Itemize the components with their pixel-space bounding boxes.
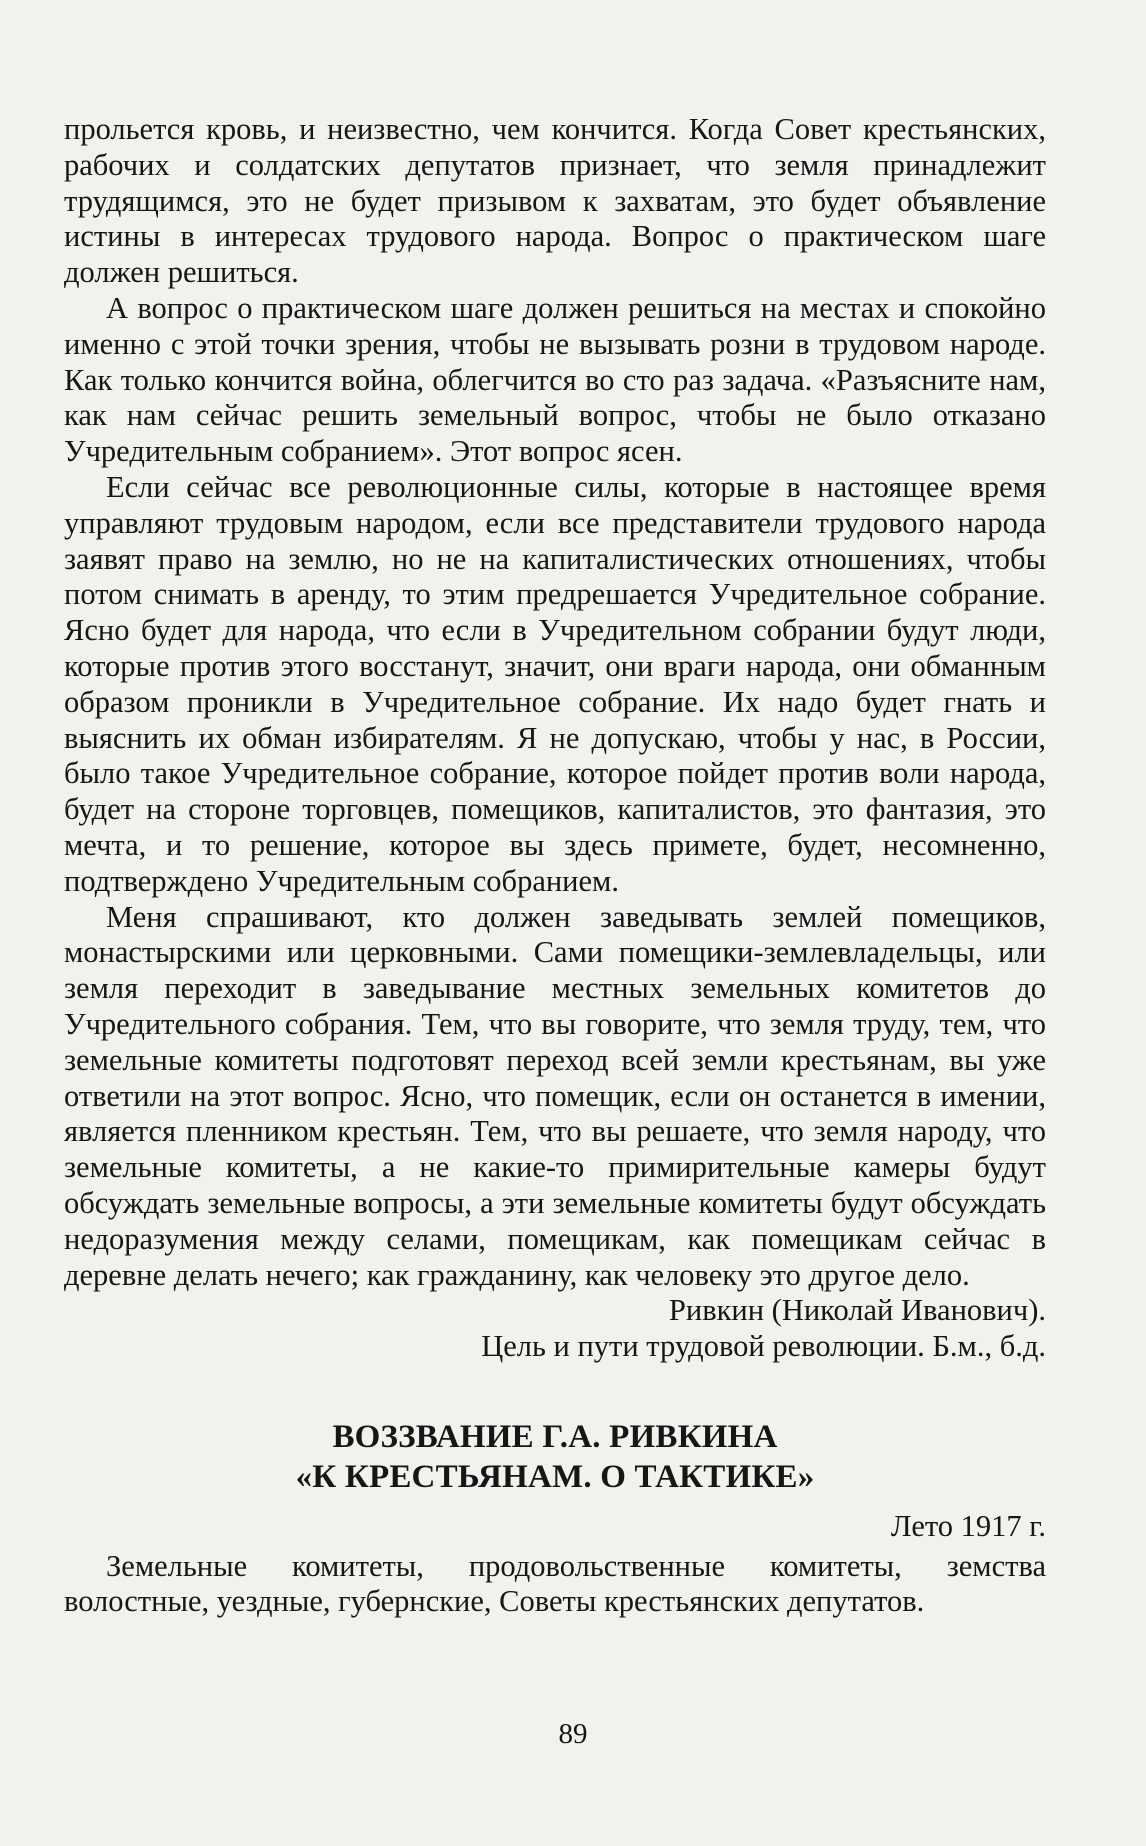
signature-author: Ривкин (Николай Иванович). bbox=[668, 1293, 1046, 1328]
paragraph-4: Меня спрашивают, кто должен заведывать землей помещиков, монастырскими или церковными. Сами помещики-землевладельцы, или земля переходит в заведывание местных земельных комитетов до Учредительного собрания. Тем, что вы говорите, что земля труду, тем, что земельные комитеты подготовят переход всей земли крестьянам, вы уже ответили на этот вопрос. Ясно, что помещик, если он останется в имении, является пленником крестьян. Тем, что вы решаете, что земля народу, что земельные комитеты, а не какие-то примирительные камеры будут обсуждать земельные вопросы, а эти земельные комитеты будут обсуждать недоразумения между селами, помещикам, как помещикам сейчас в деревне делать нечего; как гражданину, как человеку это другое дело. bbox=[64, 899, 1046, 1292]
heading-line-2: «К КРЕСТЬЯНАМ. О ТАКТИКЕ» bbox=[295, 1458, 815, 1495]
paragraph-final: Земельные комитеты, продовольственные комитеты, земства волостные, уездные, губернские, Советы крестьянских депутатов. bbox=[64, 1548, 1046, 1619]
document-page bbox=[64, 112, 1046, 1812]
paragraph-1: прольется кровь, и неизвестно, чем кончится. Когда Совет крестьянских, рабочих и солдатских депутатов признает, что земля принадлежит трудящимся, это не будет призывом к захватам, это будет объявление истины в интересах трудового народа. Вопрос о практическом шаге должен решиться. bbox=[64, 112, 1046, 290]
dateline: Лето 1917 г. bbox=[890, 1508, 1046, 1543]
section-heading bbox=[64, 1417, 1046, 1497]
heading-line-1: ВОЗЗВАНИЕ Г.А. РИВКИНА bbox=[332, 1418, 778, 1455]
paragraph-3: Если сейчас все революционные силы, которые в настоящее время управляют трудовым народом, если все представители трудового народа заявят право на землю, но не на капиталистических отношениях, чтобы потом снимать в аренду, то этим предрешается Учредительное собрание. Ясно будет для народа, что если в Учредительном собрании будут люди, которые против этого восстанут, значит, они враги народа, они обманным образом проникли в Учредительное собрание. Их надо будет гнать и выяснить их обман избирателям. Я не допускаю, чтобы у нас, в России, было такое Учредительное собрание, которое пойдет против воли народа, будет на стороне торговцев, помещиков, капиталистов, это фантазия, это мечта, и то решение, которое вы здесь примете, будет, несомненно, подтверждено Учредительным собранием. bbox=[64, 469, 1046, 898]
signature-source: Цель и пути трудовой революции. Б.м., б.д. bbox=[481, 1329, 1046, 1364]
paragraph-2: А вопрос о практическом шаге должен решиться на местах и спокойно именно с этой точки зрения, чтобы не вызывать розни в трудовом народе. Как только кончится война, облегчится во сто раз задача. «Разъясните нам, как нам сейчас решить земельный вопрос, чтобы не было отказано Учредительным собранием». Этот вопрос ясен. bbox=[64, 290, 1046, 469]
page-number: 89 bbox=[558, 1718, 588, 1750]
